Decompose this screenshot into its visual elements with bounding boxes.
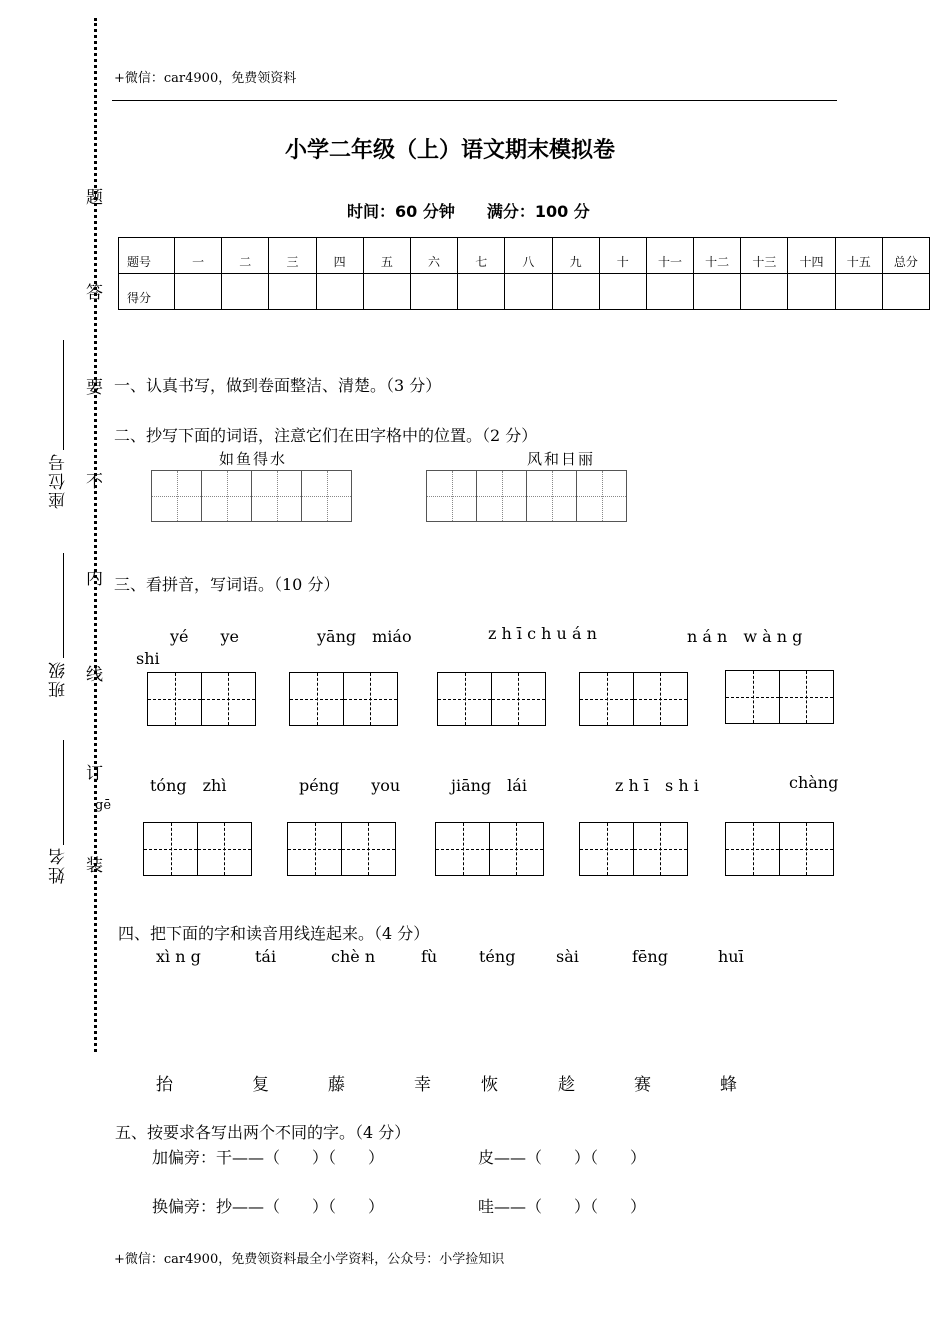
binding-char: 订 bbox=[86, 764, 103, 784]
binding-char: 内 bbox=[86, 569, 103, 589]
match-character[interactable]: 趁 bbox=[558, 1075, 575, 1095]
answer-box-pair[interactable] bbox=[147, 672, 254, 726]
score-col-3: 三 bbox=[269, 238, 316, 274]
binding-char: 答 bbox=[86, 283, 103, 303]
class-blank bbox=[63, 553, 64, 658]
header-rule bbox=[112, 100, 837, 101]
answer-box[interactable] bbox=[579, 822, 634, 876]
match-pinyin[interactable]: chè n bbox=[331, 947, 376, 966]
match-character[interactable]: 复 bbox=[252, 1075, 269, 1095]
answer-box[interactable] bbox=[725, 670, 780, 724]
match-pinyin[interactable]: xì n g bbox=[156, 947, 201, 966]
answer-box[interactable] bbox=[197, 822, 252, 876]
score-col-13: 十三 bbox=[741, 238, 788, 274]
answer-box[interactable] bbox=[779, 822, 834, 876]
header-note: +微信：car4900，免费领资料 bbox=[114, 71, 297, 86]
pinyin-prompt: n á n w à n g bbox=[687, 627, 803, 646]
score-cell[interactable] bbox=[882, 274, 929, 310]
score-col-9: 九 bbox=[552, 238, 599, 274]
page-title: 小学二年级（上）语文期末模拟卷 bbox=[285, 138, 616, 163]
question-4: 四、把下面的字和读音用线连起来。（4 分） bbox=[118, 924, 430, 943]
match-character[interactable]: 恢 bbox=[481, 1075, 498, 1095]
score-col-10: 十 bbox=[599, 238, 646, 274]
answer-box[interactable] bbox=[437, 672, 492, 726]
answer-box[interactable] bbox=[633, 672, 688, 726]
score-col-2: 二 bbox=[222, 238, 269, 274]
tianzige-cell[interactable] bbox=[426, 470, 477, 522]
score-cell[interactable] bbox=[788, 274, 835, 310]
binding-char: 要 bbox=[86, 378, 103, 398]
copy-word-1: 如鱼得水 bbox=[219, 450, 288, 468]
radical-add-line-right[interactable]: 皮——（ ）（ ） bbox=[478, 1148, 647, 1167]
answer-box[interactable] bbox=[341, 822, 396, 876]
tianzige-cell[interactable] bbox=[201, 470, 252, 522]
name-blank bbox=[63, 740, 64, 845]
match-pinyin[interactable]: huī bbox=[718, 947, 744, 966]
page-subtitle: 时间：60 分钟 满分：100 分 bbox=[347, 202, 590, 221]
answer-box-pair[interactable] bbox=[143, 822, 250, 876]
score-cell[interactable] bbox=[269, 274, 316, 310]
answer-box[interactable] bbox=[579, 672, 634, 726]
question-2: 二、抄写下面的词语，注意它们在田字格中的位置。（2 分） bbox=[114, 426, 538, 445]
answer-box-pair[interactable] bbox=[435, 822, 542, 876]
pinyin-prompt: péng you bbox=[299, 776, 401, 795]
tianzige-cell[interactable] bbox=[251, 470, 302, 522]
answer-box[interactable] bbox=[201, 672, 256, 726]
match-pinyin[interactable]: téng bbox=[479, 947, 516, 966]
answer-box[interactable] bbox=[435, 822, 490, 876]
class-label: 班级 bbox=[49, 660, 69, 698]
score-table bbox=[118, 237, 930, 310]
answer-box-pair[interactable] bbox=[579, 822, 686, 876]
pinyin-prompt: shi bbox=[136, 649, 160, 668]
answer-box-pair[interactable] bbox=[287, 822, 394, 876]
tianzige-cell[interactable] bbox=[151, 470, 202, 522]
question-3: 三、看拼音，写词语。（10 分） bbox=[114, 575, 340, 594]
score-col-6: 六 bbox=[410, 238, 457, 274]
question-5: 五、按要求各写出两个不同的字。（4 分） bbox=[115, 1123, 411, 1142]
answer-box-pair[interactable] bbox=[725, 822, 832, 876]
answer-box[interactable] bbox=[289, 672, 344, 726]
score-col-4: 四 bbox=[316, 238, 363, 274]
pinyin-prompt: z h ī s h i bbox=[615, 776, 699, 795]
score-table-row-label: 得分 bbox=[119, 274, 175, 310]
binding-char: 线 bbox=[86, 665, 103, 685]
answer-box[interactable] bbox=[343, 672, 398, 726]
score-col-11: 十一 bbox=[646, 238, 693, 274]
tianzige-cell[interactable] bbox=[526, 470, 577, 522]
answer-box-pair[interactable] bbox=[725, 670, 832, 724]
score-col-7: 七 bbox=[458, 238, 505, 274]
pinyin-prompt: yāng miáo bbox=[317, 627, 412, 646]
score-cell[interactable] bbox=[646, 274, 693, 310]
score-cell[interactable] bbox=[835, 274, 882, 310]
copy-word-2: 风和日丽 bbox=[527, 450, 596, 468]
binding-dotted-line bbox=[94, 18, 97, 1052]
score-cell[interactable] bbox=[694, 274, 741, 310]
radical-add-line-left[interactable]: 加偏旁：干——（ ）（ ） bbox=[152, 1148, 385, 1167]
match-pinyin[interactable]: fēng bbox=[632, 947, 668, 966]
score-col-total: 总分 bbox=[882, 238, 929, 274]
score-cell[interactable] bbox=[552, 274, 599, 310]
score-col-1: 一 bbox=[175, 238, 222, 274]
score-table-header-row bbox=[119, 238, 930, 274]
answer-box[interactable] bbox=[143, 822, 198, 876]
score-cell[interactable] bbox=[363, 274, 410, 310]
pinyin-prompt: z h ī c h u á n bbox=[488, 624, 597, 643]
match-pinyin[interactable]: sài bbox=[556, 947, 579, 966]
match-pinyin[interactable]: fù bbox=[421, 947, 438, 966]
seat-number-blank bbox=[63, 340, 64, 450]
tianzige-cell[interactable] bbox=[301, 470, 352, 522]
match-pinyin[interactable]: tái bbox=[255, 947, 277, 966]
radical-change-line-right[interactable]: 哇——（ ）（ ） bbox=[478, 1197, 647, 1216]
score-col-12: 十二 bbox=[694, 238, 741, 274]
question-1: 一、认真书写，做到卷面整洁、清楚。（3 分） bbox=[114, 376, 442, 395]
binding-char: 装 bbox=[86, 856, 103, 876]
answer-box-pair[interactable] bbox=[437, 672, 544, 726]
answer-box[interactable] bbox=[633, 822, 688, 876]
match-character[interactable]: 幸 bbox=[414, 1075, 431, 1095]
match-character[interactable]: 赛 bbox=[634, 1075, 651, 1095]
pinyin-prompt: tóng zhì bbox=[150, 776, 227, 795]
tianzige-cell[interactable] bbox=[576, 470, 627, 522]
binding-char: 不 bbox=[86, 472, 103, 492]
seat-number-label: 座位号 bbox=[49, 452, 69, 509]
match-character[interactable]: 蜂 bbox=[720, 1075, 737, 1095]
score-cell[interactable] bbox=[410, 274, 457, 310]
score-table-score-row bbox=[119, 274, 930, 310]
match-character[interactable]: 抬 bbox=[156, 1075, 173, 1095]
score-cell[interactable] bbox=[316, 274, 363, 310]
answer-box[interactable] bbox=[489, 822, 544, 876]
score-table-row-label: 题号 bbox=[119, 238, 175, 274]
match-character[interactable]: 藤 bbox=[328, 1075, 345, 1095]
pinyin-prompt: jiāng lái bbox=[451, 776, 527, 795]
tianzige-grid-2[interactable] bbox=[426, 470, 626, 522]
pinyin-prompt: yé ye bbox=[170, 627, 240, 646]
score-col-15: 十五 bbox=[835, 238, 882, 274]
pinyin-prompt: gē bbox=[95, 798, 112, 813]
footer-note: +微信：car4900，免费领资料最全小学资料，公众号：小学捡知识 bbox=[114, 1252, 505, 1267]
answer-box-pair[interactable] bbox=[289, 672, 396, 726]
pinyin-prompt: chàng bbox=[789, 773, 839, 792]
tianzige-grid-1[interactable] bbox=[151, 470, 351, 522]
radical-change-line-left[interactable]: 换偏旁：抄——（ ）（ ） bbox=[152, 1197, 385, 1216]
answer-box-pair[interactable] bbox=[579, 672, 686, 726]
answer-box[interactable] bbox=[287, 822, 342, 876]
score-col-14: 十四 bbox=[788, 238, 835, 274]
tianzige-cell[interactable] bbox=[476, 470, 527, 522]
name-label: 姓名 bbox=[49, 846, 69, 884]
score-cell[interactable] bbox=[505, 274, 552, 310]
score-cell[interactable] bbox=[175, 274, 222, 310]
answer-box[interactable] bbox=[491, 672, 546, 726]
score-cell[interactable] bbox=[599, 274, 646, 310]
answer-box[interactable] bbox=[725, 822, 780, 876]
score-cell[interactable] bbox=[458, 274, 505, 310]
answer-box[interactable] bbox=[147, 672, 202, 726]
score-col-8: 八 bbox=[505, 238, 552, 274]
score-cell[interactable] bbox=[222, 274, 269, 310]
binding-char: 题 bbox=[86, 188, 103, 208]
answer-box[interactable] bbox=[779, 670, 834, 724]
score-col-5: 五 bbox=[363, 238, 410, 274]
score-cell[interactable] bbox=[741, 274, 788, 310]
